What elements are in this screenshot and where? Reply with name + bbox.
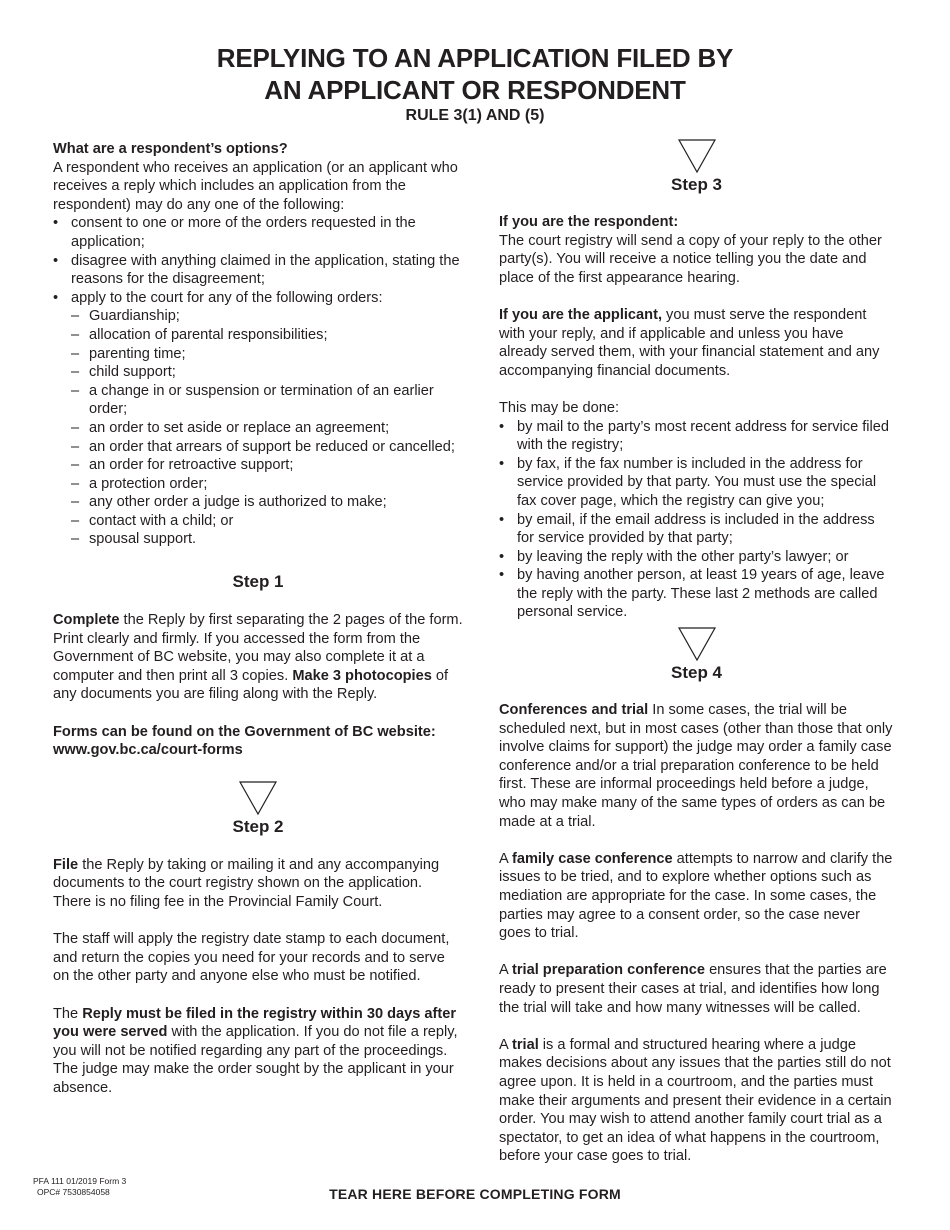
service-method: • by fax, if the fax number is included in the address for service provided by that party. You must use the special fax cover page, which the registry can give you; (499, 455, 894, 511)
step-4-heading: Step 4 (670, 663, 723, 683)
respondent-heading: If you are the respondent: (499, 214, 679, 230)
tear-here-notice: TEAR HERE BEFORE COMPLETING FORM (329, 1186, 621, 1202)
step-1-text: Complete the Reply by first separating the 2 pages of the form. Print clearly and firmly. If you accessed the form from the Government of BC website, you may also complete it at a computer and then print all 3 copies. Make 3 photocopies of any documents you are filing along with the Reply. (53, 612, 463, 703)
down-triangle-icon (677, 138, 717, 174)
order-item: – spousal support. (71, 530, 463, 549)
order-item: – contact with a child; or (71, 512, 463, 531)
left-column (53, 140, 463, 1098)
trial-preparation-text: A trial preparation conference ensures that the parties are ready to present their cases at trial, and identifies how long the trial will take and how many witnesses will be called. (499, 962, 887, 1016)
family-case-conference-text: A family case conference attempts to narrow and clarify the issues to be tried, and to explore whether options such as mediation are appropriate for the case. In some cases, the parties may agree to a consent order, so the case never goes to trial. (499, 850, 893, 942)
step-1-heading: Step 1 (232, 572, 284, 592)
applicant-text: If you are the applicant, you must serve the respondent with your reply, and if applicable and unless you have already served them, with your financial statement and any accompanying financial documents. (499, 306, 880, 379)
order-item: – an order for retroactive support; (71, 456, 463, 475)
page-title (0, 42, 950, 106)
step-3-heading: Step 3 (670, 175, 723, 194)
options-list (53, 214, 463, 307)
order-item: – an order to set aside or replace an agreement; (71, 419, 463, 438)
service-method: • by having another person, at least 19 years of age, leave the reply with the party. These last 2 methods are called personal service. (499, 566, 894, 622)
service-methods-list (499, 418, 894, 623)
orders-list (71, 307, 463, 549)
trial-text: A trial is a formal and structured hearing where a judge makes decisions about any issues that the parties still do not agree upon. It is held in a courtroom, and the parties must make their arguments and present their evidence in a certain order. You may wish to attend another family court trial as a spectator, to get an idea of what happens in the courtroom, before your case goes to trial. (499, 1036, 892, 1165)
option-apply (53, 289, 463, 308)
service-method: • by email, if the email address is included in the address for service provided by that party; (499, 511, 894, 548)
down-triangle-icon (238, 780, 278, 816)
forms-note: Forms can be found on the Government of BC website: www.gov.bc.ca/court-forms (53, 723, 436, 759)
option-disagree: • disagree with anything claimed in the application, stating the reasons for the disagreement; (53, 252, 463, 289)
forms-url: www.gov.bc.ca/court-forms (53, 742, 243, 759)
page-subtitle: RULE 3(1) AND (5) (405, 107, 545, 124)
opc-number: OPC# 7530854058 (37, 1187, 110, 1197)
right-column (499, 138, 894, 1166)
service-method: • by leaving the reply with the other party’s lawyer; or (499, 548, 894, 567)
order-item: – Guardianship; (71, 307, 463, 326)
order-item: – a change in or suspension or termination of an earlier order; (71, 382, 463, 419)
step-2-deadline: The Reply must be filed in the registry within 30 days after you were served with the application. If you do not file a reply, you will not be notified regarding any part of the proceedings. The judge may make the order sought by the applicant in your absence. (53, 1005, 458, 1096)
conferences-text: Conferences and trial In some cases, the trial will be scheduled next, but in most cases (other than those that only involve claims for support) the judge may order a family case conference and/or a trial preparation conference to be held first. These are informal proceedings held before a judge, who may make many of the same types of orders as can be made at a trial. (499, 702, 893, 830)
options-intro: A respondent who receives an application (or an applicant who receives a reply which includes an application from the respondent) may do any one of the following: (53, 159, 458, 213)
service-method: • by mail to the party’s most recent address for service filed with the registry; (499, 418, 894, 455)
order-item: – an order that arrears of support be reduced or cancelled; (71, 438, 463, 457)
down-triangle-icon (677, 626, 717, 662)
form-id: PFA 111 01/2019 Form 3 (33, 1176, 127, 1186)
may-be-done: This may be done: (499, 399, 620, 416)
options-heading: What are a respondent’s options? (53, 141, 288, 157)
option-consent: • consent to one or more of the orders requested in the application; (53, 214, 463, 251)
order-item: – any other order a judge is authorized to make; (71, 493, 463, 512)
order-item: – a protection order; (71, 475, 463, 494)
respondent-text: The court registry will send a copy of your reply to the other party(s). You will receive a notice telling you the date and place of the first appearance hearing. (499, 232, 882, 286)
step-2-staff: The staff will apply the registry date stamp to each document, and return the copies you need for your records and to serve on the other party and anyone else who must be notified. (53, 931, 450, 985)
order-item: – child support; (71, 363, 463, 382)
order-item: – parenting time; (71, 345, 463, 364)
order-item: – allocation of parental responsibilities; (71, 326, 463, 345)
step-2-text: File the Reply by taking or mailing it and any accompanying documents to the court registry shown on the application. There is no filing fee in the Provincial Family Court. (53, 856, 440, 910)
option-apply-text: apply to the court for any of the following orders: (71, 289, 383, 306)
step-2-heading: Step 2 (232, 816, 284, 836)
title-line-1: REPLYING TO AN APPLICATION FILED BY (216, 43, 734, 73)
title-line-2: AN APPLICANT OR RESPONDENT (264, 75, 686, 105)
